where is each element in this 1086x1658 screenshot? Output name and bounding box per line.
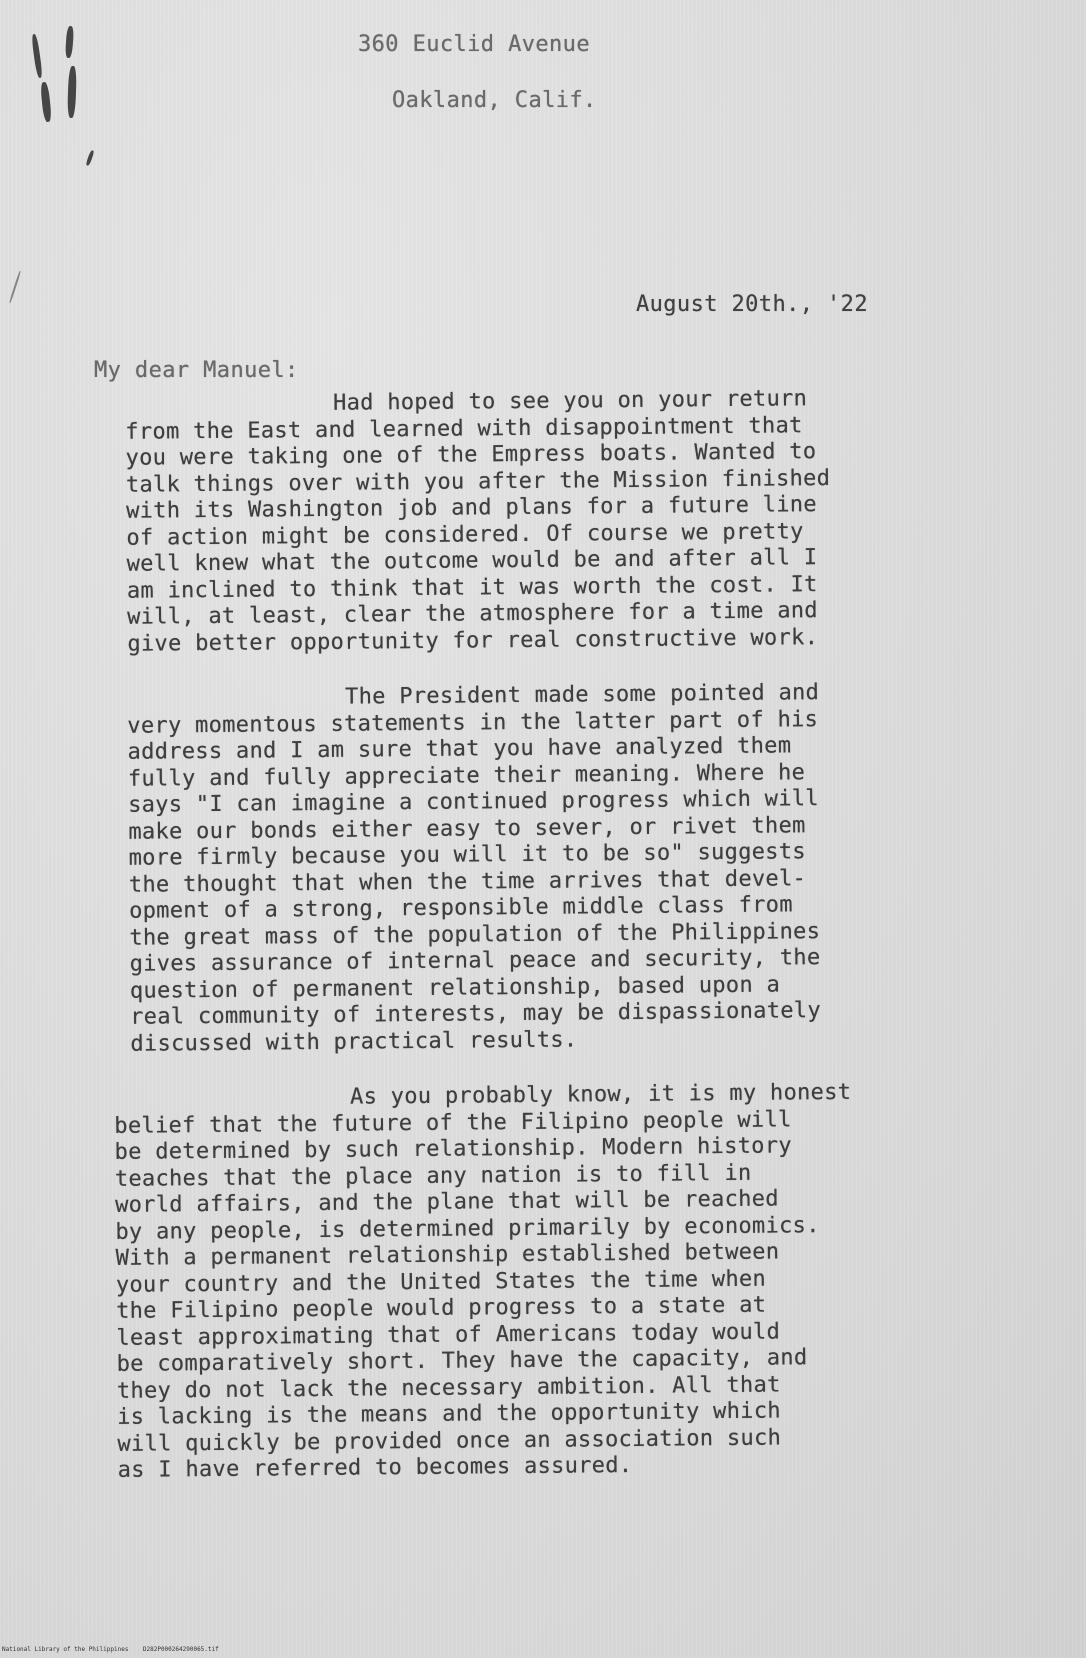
paragraph-line: give better opportunity for real constructive work. [127, 624, 819, 657]
paragraph-line: opment of a strong, responsible middle class from [129, 892, 793, 924]
paragraph-line: by any people, is determined primarily by economics. [115, 1212, 820, 1245]
salutation: My dear Manuel: [94, 358, 299, 383]
paragraph-line: be comparatively short. They have the capacity, and [116, 1345, 808, 1377]
paragraph-line: the great mass of the population of the Philippines [129, 918, 821, 951]
paragraph-line: be determined by such relationship. Modern history [114, 1133, 792, 1165]
paragraph-3 [0, 1078, 1086, 1486]
paragraph-line: address and I am sure that you have analyzed them [127, 733, 792, 765]
paragraph-line: the Filipino people would progress to a state at [116, 1292, 767, 1324]
paragraph-1 [0, 384, 1086, 659]
paragraph-line: will quickly be provided once an association such [117, 1425, 782, 1457]
paragraph-line: With a permanent relationship established between [115, 1239, 780, 1271]
paragraph-line: as I have referred to becomes assured. [117, 1452, 633, 1483]
paragraph-line: talk things over with you after the Mission finished [125, 465, 831, 498]
paragraph-line: As you probably know, it is my honest [349, 1079, 852, 1110]
paragraph-line: least approximating that of Americans today would [116, 1319, 781, 1351]
paragraph-line: very momentous statements in the latter part of his [127, 706, 819, 739]
paragraph-line: is lacking is the means and the opportunity which [117, 1398, 781, 1430]
paragraph-line: belief that the future of the Filipino people will [114, 1106, 792, 1139]
paragraph-line: Had hoped to see you on your return [332, 386, 808, 416]
paragraph-line: discussed with practical results. [130, 1026, 578, 1057]
paragraph-line: question of permanent relationship, based upon a [129, 972, 781, 1004]
letter-date: August 20th., '22 [636, 292, 868, 317]
address-line-city: Oakland, Calif. [392, 88, 597, 113]
paragraph-line: gives assurance of internal peace and security, the [129, 945, 821, 977]
paragraph-2 [0, 678, 1086, 1059]
scan-footer: National Library of the Philippines D282P000264290065.tif [2, 1646, 219, 1653]
paragraph-line: The President made some pointed and [344, 680, 820, 710]
paragraph-line: with its Washington job and plans for a future line [126, 492, 818, 524]
paragraph-line: fully and fully appreciate their meaning. Where he [127, 759, 806, 792]
paragraph-line: teaches that the place any nation is to fill in [114, 1160, 752, 1192]
paragraph-line: says "I can imagine a continued progress which will [128, 786, 820, 818]
paragraph-line: they do not lack the necessary ambition. All that [116, 1372, 781, 1404]
paragraph-line: world affairs, and the plane that will be reached [115, 1186, 779, 1218]
address-line-street: 360 Euclid Avenue [358, 32, 590, 57]
paragraph-line: your country and the United States the time when [115, 1266, 767, 1298]
paragraph-line: well knew what the outcome would be and after all I [126, 545, 818, 577]
paragraph-line: the thought that when the time arrives that devel- [128, 865, 807, 898]
paragraph-line: real community of interests, may be dispassionately [130, 998, 822, 1030]
paragraph-line: you were taking one of the Empress boats. Wanted to [125, 439, 817, 471]
paragraph-line: make our bonds either easy to sever, or rivet them [128, 812, 806, 845]
paragraph-line: am inclined to think that it was worth the cost. It [126, 571, 818, 604]
paragraph-line: from the East and learned with disappointment that [125, 412, 803, 445]
paragraph-line: of action might be considered. Of course we pretty [126, 518, 804, 551]
paragraph-line: more firmly because you will it to be so" suggests [128, 839, 806, 871]
paragraph-line: will, at least, clear the atmosphere for a time and [127, 598, 819, 630]
